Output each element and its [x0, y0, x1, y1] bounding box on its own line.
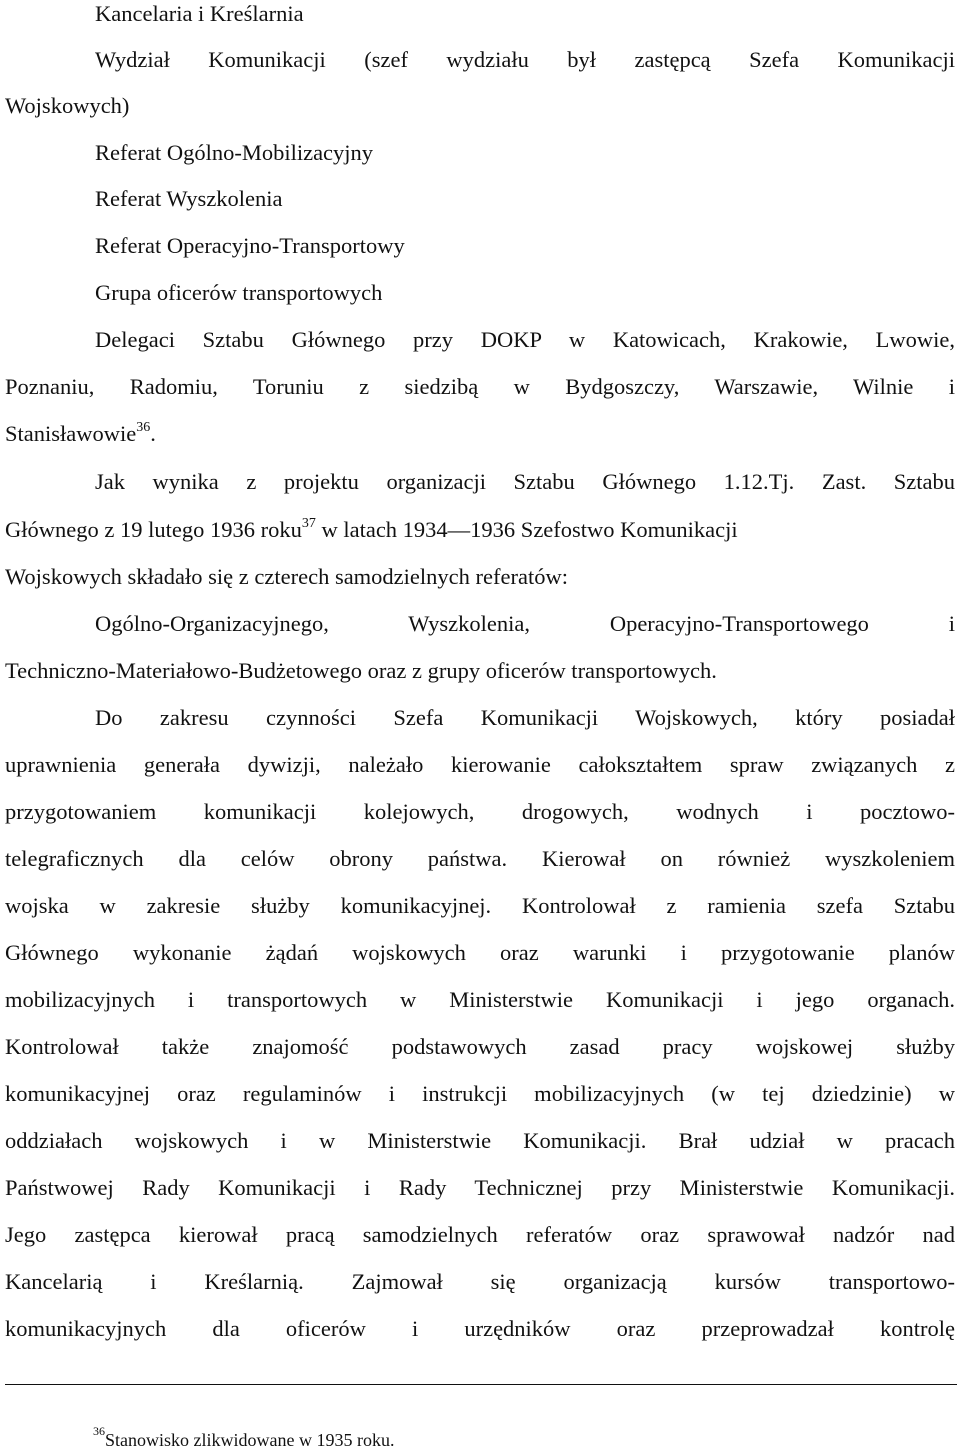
- footnote-number: 36: [93, 1424, 105, 1438]
- text-line: komunikacyjnej oraz regulaminów i instrukcji mobilizacyjnych (w tej dziedzinie) w: [5, 1081, 955, 1106]
- text-line: wojska w zakresie służby komunikacyjnej. Kontrolował z ramienia szefa Sztabu: [5, 893, 955, 918]
- text-line: uprawnienia generała dywizji, należało kierowanie całokształtem spraw związanych z: [5, 752, 955, 777]
- text-line: [5, 516, 955, 544]
- footnote-text: Stanowisko zlikwidowane w 1935 roku.: [105, 1430, 395, 1450]
- text-line: Głównego wykonanie żądań wojskowych oraz warunki i przygotowanie planów: [5, 940, 955, 965]
- text-line: telegraficznych dla celów obrony państwa. Kierował on również wyszkoleniem: [5, 846, 955, 871]
- text-line: Ogólno-Organizacyjnego, Wyszkolenia, Operacyjno-Transportowego i: [95, 611, 955, 636]
- text-line: [5, 420, 955, 448]
- text-line: Referat Operacyjno-Transportowy: [95, 233, 405, 258]
- text-line: Do zakresu czynności Szefa Komunikacji Wojskowych, który posiadał: [95, 705, 955, 730]
- text-line: mobilizacyjnych i transportowych w Ministerstwie Komunikacji i jego organach.: [5, 987, 955, 1012]
- footnote-ref-37: 37: [301, 515, 316, 531]
- text-line: Państwowej Rady Komunikacji i Rady Technicznej przy Ministerstwie Komunikacji.: [5, 1175, 955, 1200]
- footnote: [93, 1424, 395, 1452]
- text-line: Techniczno-Materiałowo-Budżetowego oraz z grupy oficerów transportowych.: [5, 658, 717, 683]
- footnote-separator: [5, 1384, 957, 1385]
- text-line: Kancelaria i Kreślarnia: [95, 1, 304, 26]
- footnote-ref-36: 36: [136, 419, 151, 435]
- text-line: Wojskowych składało się z czterech samodzielnych referatów:: [5, 564, 568, 589]
- text-line: przygotowaniem komunikacji kolejowych, drogowych, wodnych i pocztowo-: [5, 799, 955, 824]
- text-line: Jego zastępca kierował pracą samodzielnych referatów oraz sprawował nadzór nad: [5, 1222, 955, 1247]
- text-line: Wydział Komunikacji (szef wydziału był zastępcą Szefa Komunikacji: [95, 47, 955, 72]
- text-line: Kancelarią i Kreślarnią. Zajmował się organizacją kursów transportowo-: [5, 1269, 955, 1294]
- text-line: Poznaniu, Radomiu, Toruniu z siedzibą w Bydgoszczy, Warszawie, Wilnie i: [5, 374, 955, 399]
- text-span: w latach 1934—1936 Szefostwo Komunikacji: [315, 517, 738, 542]
- text-span: .: [150, 421, 156, 446]
- text-span: Stanisławowie: [5, 421, 137, 446]
- text-line: Delegaci Sztabu Głównego przy DOKP w Katowicach, Krakowie, Lwowie,: [95, 327, 955, 352]
- text-line: komunikacyjnych dla oficerów i urzędników oraz przeprowadzał kontrolę: [5, 1316, 955, 1341]
- text-line: Kontrolował także znajomość podstawowych zasad pracy wojskowej służby: [5, 1034, 955, 1059]
- text-line: Wojskowych): [5, 93, 130, 118]
- text-span: Głównego z 19 lutego 1936 roku: [5, 517, 302, 542]
- text-line: Grupa oficerów transportowych: [95, 280, 383, 305]
- text-line: Jak wynika z projektu organizacji Sztabu Głównego 1.12.Tj. Zast. Sztabu: [95, 469, 955, 494]
- text-line: oddziałach wojskowych i w Ministerstwie Komunikacji. Brał udział w pracach: [5, 1128, 955, 1153]
- text-line: Referat Ogólno-Mobilizacyjny: [95, 140, 374, 165]
- text-line: Referat Wyszkolenia: [95, 186, 283, 211]
